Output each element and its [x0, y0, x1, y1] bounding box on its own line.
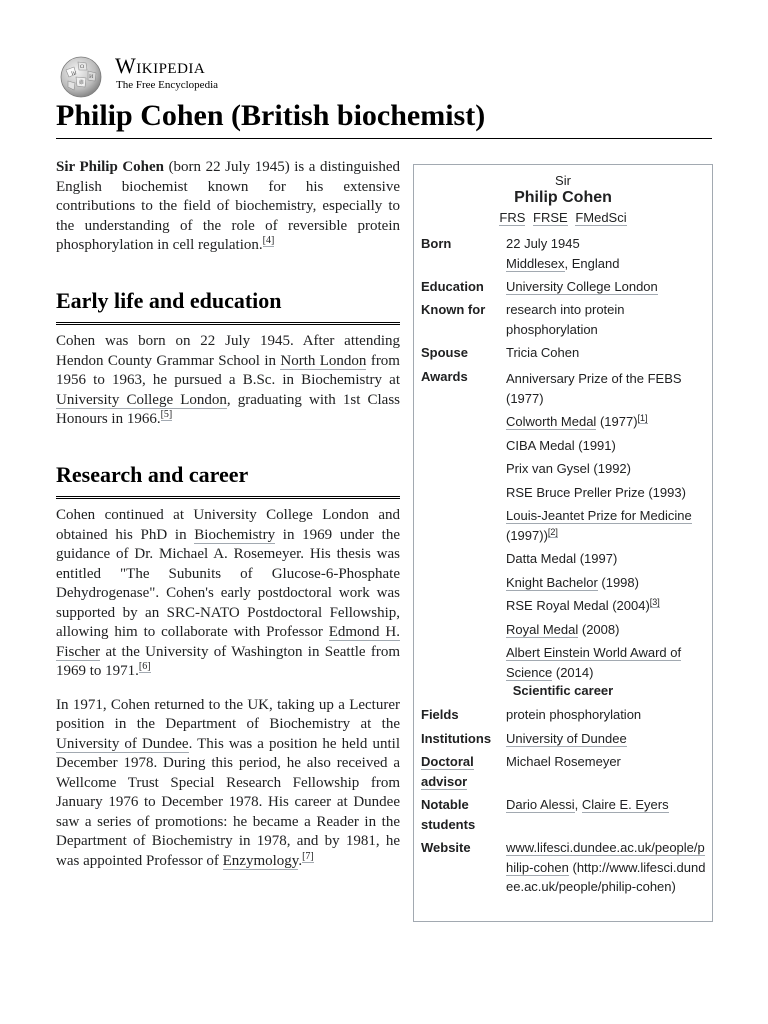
spouse-label: Spouse — [421, 345, 468, 360]
colworth-medal-link[interactable]: Colworth Medal — [506, 414, 597, 429]
spouse-value: Tricia Cohen — [506, 345, 580, 360]
infobox-name: Philip Cohen — [514, 189, 612, 206]
claire-eyers-link[interactable]: Claire E. Eyers — [581, 797, 669, 812]
institutions-link[interactable]: University of Dundee — [506, 731, 627, 746]
middlesex-link[interactable]: Middlesex — [506, 255, 565, 271]
scientific-career-header: Scientific career — [512, 683, 614, 698]
reference-link-4[interactable]: [4] — [262, 235, 275, 246]
advisor-label[interactable] — [421, 752, 503, 791]
biochemistry-link[interactable]: Biochemistry — [194, 526, 276, 543]
subject-name: Sir Philip Cohen — [56, 159, 165, 175]
frse-link[interactable]: FRSE — [533, 210, 568, 225]
section-heading-research: Research and career — [56, 460, 400, 499]
einstein-award-link[interactable]: Albert Einstein World Award of Science — [506, 645, 682, 680]
page-title: Philip Cohen (British biochemist) — [56, 96, 712, 139]
research-paragraph-1: Cohen continued at University College London and obtained his PhD in Biochemistry in 1969 under the guidance of Dr. Michael A. Rosemeyer. His thesis was entitled "The Subunits of Glucose-6-Phosphate Dehydrogenase". Cohen's early postdoctoral work was supported by an SRC-NATO Postdoctoral Fellowship, allowing him to collaborate with Professor Edmond H. Fischer at the University of Washington in Seattle from 1969 to 1971.[6] — [56, 507, 400, 679]
born-label: Born — [421, 236, 452, 251]
fmedsci-link[interactable]: FMedSci — [575, 210, 627, 225]
known-for-value: research into protein phosphorylation — [506, 302, 625, 337]
education-link[interactable]: University College London — [506, 279, 658, 294]
known-for-label: Known for — [421, 302, 486, 317]
wikipedia-tagline: The Free Encyclopedia — [116, 79, 219, 91]
award-item: Anniversary Prize of the FEBS (1977) — [506, 371, 682, 406]
svg-text:И: И — [89, 74, 94, 80]
north-london-link[interactable]: North London — [280, 352, 367, 369]
wikipedia-wordmark[interactable]: Wikipedia — [115, 53, 206, 78]
award-item: RSE Royal Medal (2004)[3] — [506, 597, 660, 613]
ucl-link[interactable]: University College London — [56, 391, 227, 408]
reference-link-3[interactable]: [3] — [649, 597, 660, 607]
reference-link-5[interactable]: [5] — [160, 409, 173, 420]
doctoral-advisor-link[interactable]: Doctoral advisor — [421, 754, 474, 789]
infobox — [413, 164, 713, 922]
dario-alessi-link[interactable]: Dario Alessi — [506, 797, 575, 812]
students-label: Notable students — [421, 797, 476, 832]
fields-label: Fields — [421, 707, 459, 722]
svg-text:W: W — [71, 71, 77, 77]
knight-bachelor-link[interactable]: Knight Bachelor — [506, 574, 598, 590]
advisor-value: Michael Rosemeyer — [506, 754, 621, 769]
awards-label: Awards — [421, 369, 468, 384]
reference-link-7[interactable]: [7] — [302, 850, 314, 862]
website-value: www.lifesci.dundee.ac.uk/people/philip-cohen (http://www.lifesci.dundee.ac.uk/people/philip-cohen) — [506, 840, 706, 894]
fields-value: protein phosphorylation — [506, 707, 642, 722]
university-of-dundee-link[interactable]: University of Dundee — [56, 735, 189, 752]
royal-medal-link[interactable]: Royal Medal — [506, 621, 579, 637]
education-value — [506, 277, 706, 297]
infobox-honorific: Sir — [555, 173, 571, 188]
born-value: 22 July 1945 Middlesex, England — [506, 236, 620, 271]
research-paragraph-2: In 1971, Cohen returned to the UK, taking up a Lecturer position in the Department of Biochemistry at the University of Dundee. This was a position he held until December 1978. During this period, he also received a Wellcome Trust Special Research Fellowship from January 1976 to December 1978. His career at Dundee saw a series of promotions: he became a Reader in the Department of Biochemistry in 1978, and by 1981, he was appointed Professor of Enzymology.[7] — [56, 696, 400, 869]
early-life-paragraph: Cohen was born on 22 July 1945. After attending Hendon County Grammar School in North London from 1956 to 1963, he pursued a B.Sc. in Biochemistry at University College London, graduating with 1st Class Honours in 1966.[5] — [56, 333, 400, 427]
intro-section — [56, 158, 400, 256]
infobox-postnominals — [414, 210, 712, 225]
svg-text:Ω: Ω — [80, 64, 85, 70]
website-label: Website — [421, 840, 471, 855]
edmond-fischer-link[interactable]: Edmond H. Fischer — [56, 624, 400, 660]
institutions-value — [506, 729, 706, 749]
award-item: Albert Einstein World Award of Science (2014) — [506, 645, 682, 680]
award-item: Louis-Jeantet Prize for Medicine (1997))[2] — [506, 508, 692, 543]
enzymology-link[interactable]: Enzymology — [222, 852, 299, 869]
site-header — [56, 52, 716, 96]
institutions-label: Institutions — [421, 731, 492, 746]
reference-link-1[interactable]: [1] — [637, 413, 648, 423]
award-item: CIBA Medal (1991) — [506, 437, 616, 453]
award-item: Royal Medal (2008) — [506, 621, 620, 637]
reference-link-6[interactable]: [6] — [138, 661, 151, 672]
frs-link[interactable]: FRS — [499, 210, 526, 225]
awards-list — [506, 369, 706, 682]
award-item: Knight Bachelor (1998) — [506, 574, 639, 590]
svg-text:維: 維 — [79, 80, 85, 86]
award-item: RSE Bruce Preller Prize (1993) — [506, 484, 686, 500]
early-life-section — [56, 332, 400, 430]
education-label: Education — [421, 279, 484, 294]
section-heading-early-life: Early life and education — [56, 286, 400, 325]
award-item: Colworth Medal (1977)[1] — [506, 413, 648, 429]
research-section — [56, 506, 400, 871]
wikipedia-globe-icon[interactable] — [56, 54, 106, 98]
award-item: Prix van Gysel (1992) — [506, 461, 631, 476]
award-item: Datta Medal (1997) — [506, 551, 618, 566]
louis-jeantet-link[interactable]: Louis-Jeantet Prize for Medicine — [506, 508, 692, 523]
reference-link-2[interactable]: [2] — [547, 526, 558, 537]
website-link[interactable]: www.lifesci.dundee.ac.uk/people/philip-cohen — [506, 840, 705, 875]
students-value: Dario Alessi, Claire E. Eyers — [506, 797, 669, 812]
intro-paragraph: Sir Philip Cohen (born 22 July 1945) is a distinguished English biochemist known for his extensive contributions to the field of biochemistry, especially to the understanding of the role of reversible protein phosphorylation in cell regulation.[4] — [56, 159, 400, 253]
